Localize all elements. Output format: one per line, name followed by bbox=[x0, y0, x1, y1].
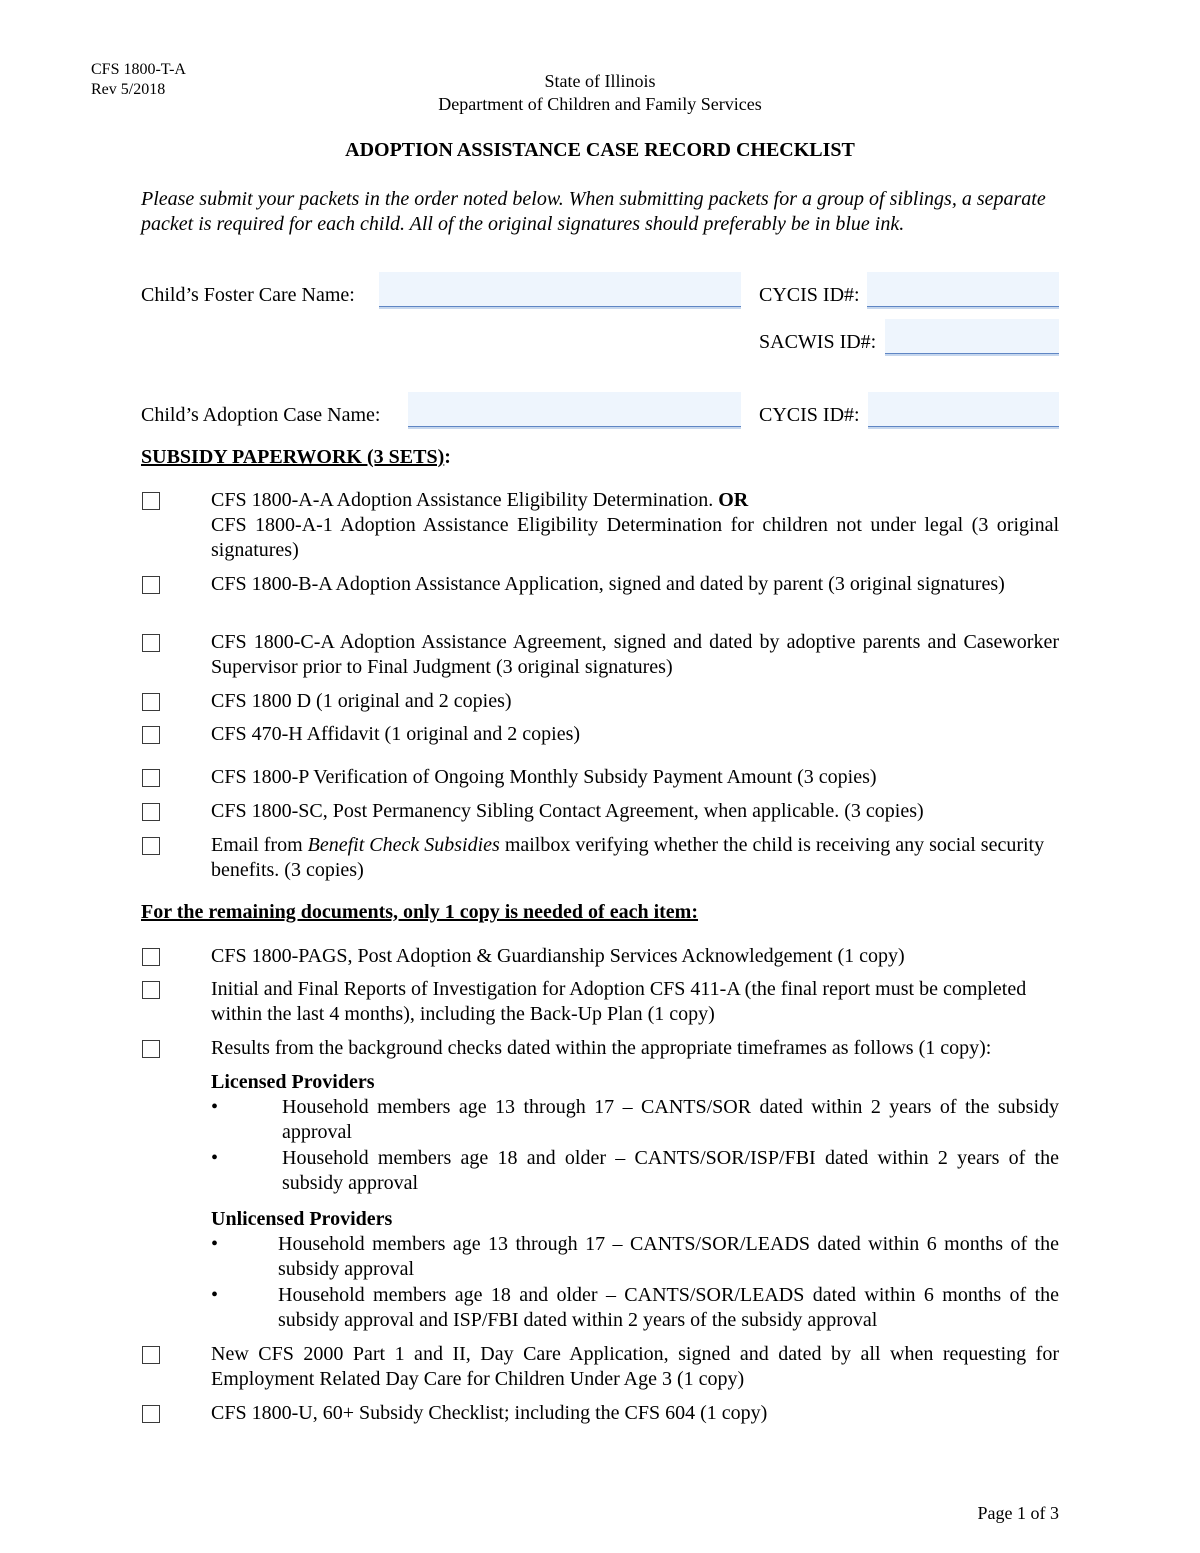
list-item bbox=[211, 1232, 1059, 1282]
cycis-id-field-2[interactable] bbox=[868, 392, 1059, 427]
item-text-line2: CFS 1800-A-1 Adoption Assistance Eligibility Determination for children not under legal (3 original signatures) bbox=[211, 514, 1059, 561]
page-title: ADOPTION ASSISTANCE CASE RECORD CHECKLIST bbox=[345, 139, 855, 161]
checkbox[interactable] bbox=[142, 837, 160, 855]
bullet-text: Household members age 13 through 17 – CANTS/SOR/LEADS dated within 6 months of the subsidy approval bbox=[278, 1233, 1059, 1280]
checkbox[interactable] bbox=[142, 1346, 160, 1364]
checklist-item-text bbox=[211, 833, 1059, 883]
instructions: Please submit your packets in the order noted below. When submitting packets for a group of siblings, a separate packet is required for each child. All of the original signatures should preferably be in blue ink. bbox=[141, 188, 1046, 235]
licensed-providers-block bbox=[211, 1070, 1059, 1196]
adoption-case-name-field[interactable] bbox=[408, 392, 741, 427]
list-item bbox=[211, 1283, 1059, 1333]
sacwis-id-label: SACWIS ID#: bbox=[759, 331, 877, 353]
item-text-pre: Email from bbox=[211, 834, 308, 856]
or-keyword: OR bbox=[718, 489, 749, 511]
checklist-item-text: CFS 1800-PAGS, Post Adoption & Guardianship Services Acknowledgement (1 copy) bbox=[211, 945, 905, 967]
state-name: State of Illinois bbox=[544, 71, 656, 91]
subsidy-section-heading bbox=[141, 446, 451, 469]
checklist-item-text: CFS 1800 D (1 original and 2 copies) bbox=[211, 690, 512, 712]
checkbox[interactable] bbox=[142, 981, 160, 999]
subsidy-heading-colon: : bbox=[444, 446, 451, 468]
checklist-item-text: CFS 1800-B-A Adoption Assistance Application, signed and dated by parent (3 original signatures) bbox=[211, 573, 1005, 595]
checkbox[interactable] bbox=[142, 634, 160, 652]
form-number: CFS 1800-T-A bbox=[91, 61, 186, 78]
list-item bbox=[211, 1146, 1059, 1196]
subsidy-heading-text: SUBSIDY PAPERWORK (3 SETS) bbox=[141, 446, 445, 468]
foster-care-name-field[interactable] bbox=[379, 272, 741, 307]
adoption-case-name-label: Child’s Adoption Case Name: bbox=[141, 404, 381, 426]
licensed-providers-heading: Licensed Providers bbox=[211, 1071, 375, 1093]
remaining-section-heading: For the remaining documents, only 1 copy is needed of each item: bbox=[141, 901, 699, 923]
unlicensed-providers-heading: Unlicensed Providers bbox=[211, 1208, 393, 1230]
list-item bbox=[211, 1095, 1059, 1145]
bullet: • bbox=[211, 1147, 219, 1169]
checkbox[interactable] bbox=[142, 726, 160, 744]
cycis-id-field-1[interactable] bbox=[867, 272, 1059, 307]
department-name: Department of Children and Family Services bbox=[438, 94, 762, 114]
bullet: • bbox=[211, 1284, 219, 1306]
agency-header bbox=[0, 70, 1200, 116]
checklist-item-text: CFS 1800-U, 60+ Subsidy Checklist; including the CFS 604 (1 copy) bbox=[211, 1402, 768, 1424]
checklist-item-text: CFS 1800-SC, Post Permanency Sibling Contact Agreement, when applicable. (3 copies) bbox=[211, 800, 924, 822]
bullet-text: Household members age 13 through 17 – CANTS/SOR dated within 2 years of the subsidy approval bbox=[282, 1096, 1059, 1143]
checkbox[interactable] bbox=[142, 769, 160, 787]
checklist-item-text: Initial and Final Reports of Investigation for Adoption CFS 411-A (the final report must be completed within the last 4 months), including the Back-Up Plan (1 copy) bbox=[211, 978, 1027, 1025]
cycis-id-label-1: CYCIS ID#: bbox=[759, 284, 860, 306]
bullet-text: Household members age 18 and older – CANTS/SOR/LEADS dated within 6 months of the subsidy approval and ISP/FBI dated within 2 years of the subsidy approval bbox=[278, 1284, 1059, 1331]
checkbox[interactable] bbox=[142, 576, 160, 594]
unlicensed-providers-block bbox=[211, 1207, 1059, 1333]
item-text-line1: CFS 1800-A-A Adoption Assistance Eligibility Determination. bbox=[211, 489, 719, 511]
checklist-item-text: CFS 1800-C-A Adoption Assistance Agreement, signed and dated by adoptive parents and Caseworker Supervisor prior to Final Judgment (3 original signatures) bbox=[211, 631, 1059, 678]
checkbox[interactable] bbox=[142, 1405, 160, 1423]
foster-care-name-label: Child’s Foster Care Name: bbox=[141, 284, 355, 306]
checkbox[interactable] bbox=[142, 1040, 160, 1058]
checklist-item-text: CFS 470-H Affidavit (1 original and 2 copies) bbox=[211, 723, 581, 745]
checkbox[interactable] bbox=[142, 803, 160, 821]
page-number: Page 1 of 3 bbox=[977, 1503, 1059, 1523]
checklist-item-text: New CFS 2000 Part 1 and II, Day Care Application, signed and dated by all when requesting for Employment Related Day Care for Children Under Age 3 (1 copy) bbox=[211, 1343, 1059, 1390]
item-text-post: mailbox verifying whether the child is receiving any social security benefits. (3 copies) bbox=[211, 834, 1045, 881]
bullet: • bbox=[211, 1096, 219, 1118]
checkbox[interactable] bbox=[142, 693, 160, 711]
form-revision: Rev 5/2018 bbox=[91, 81, 166, 98]
mailbox-name: Benefit Check Subsidies bbox=[307, 834, 500, 856]
checklist-item-text: CFS 1800-P Verification of Ongoing Monthly Subsidy Payment Amount (3 copies) bbox=[211, 766, 877, 788]
sacwis-id-field[interactable] bbox=[885, 319, 1059, 354]
checkbox[interactable] bbox=[142, 948, 160, 966]
checkbox[interactable] bbox=[142, 492, 160, 510]
cycis-id-label-2: CYCIS ID#: bbox=[759, 404, 860, 426]
bullet-text: Household members age 18 and older – CANTS/SOR/ISP/FBI dated within 2 years of the subsidy approval bbox=[282, 1147, 1059, 1194]
bullet: • bbox=[211, 1233, 219, 1255]
checklist-item-text bbox=[211, 488, 1059, 563]
checklist-item-text: Results from the background checks dated within the appropriate timeframes as follows (1 copy): bbox=[211, 1037, 992, 1059]
